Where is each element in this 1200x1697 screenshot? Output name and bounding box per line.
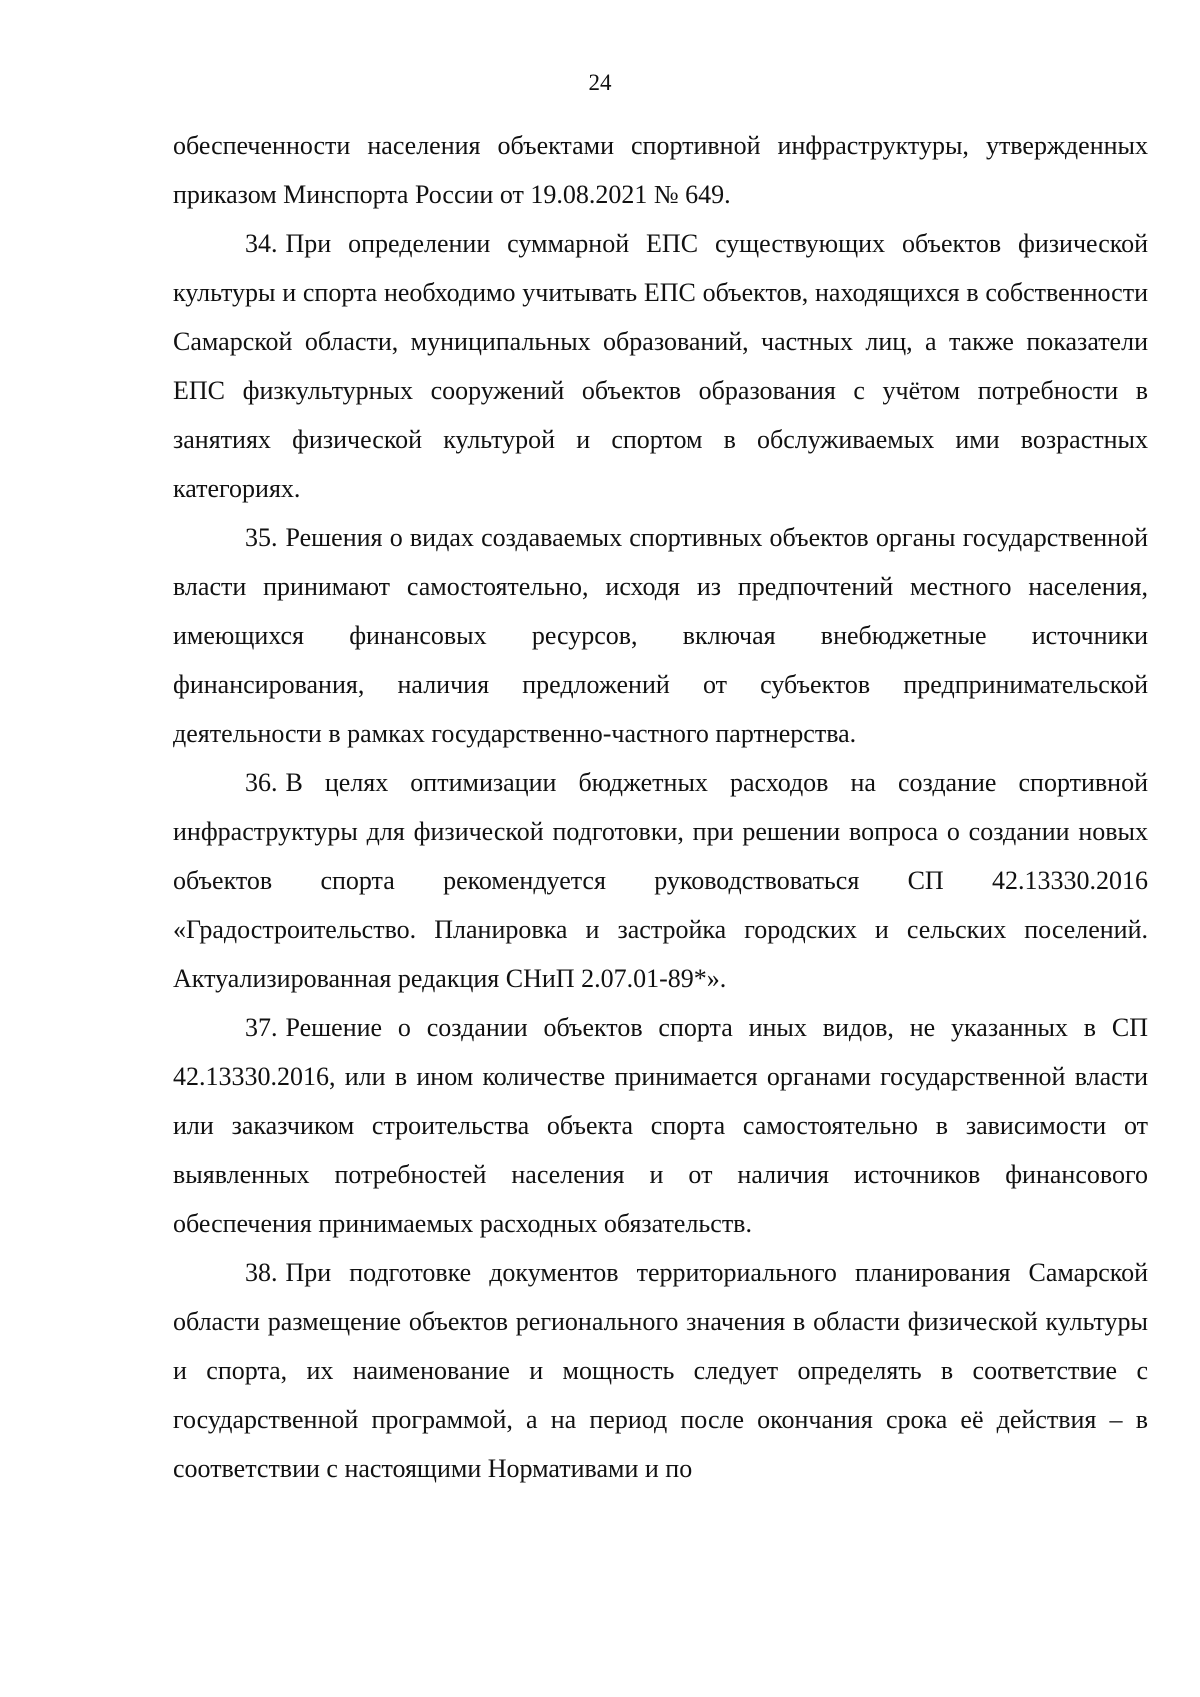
paragraph-continuation — [173, 121, 1148, 219]
paragraph-number: 38. — [245, 1258, 278, 1287]
paragraph-text: Решения о видах создаваемых спортивных объектов органы государственной власти принимают самостоятельно, исходя из предпочтений местного населения, имеющихся финансовых ресурсов, включая внебюджетные источники финансирования, наличия предложений от субъектов предпринимательской деятельности в рамках государственно-частного партнерства. — [173, 523, 1148, 748]
paragraph-number: 35. — [245, 523, 278, 552]
paragraph-text: При подготовке документов территориального планирования Самарской области размещение объектов регионального значения в области физической культуры и спорта, их наименование и мощность следует определять в соответствие с государственной программой, а на период после окончания срока её действия – в соответствии с настоящими Нормативами и по — [173, 1258, 1148, 1483]
paragraph-text: В целях оптимизации бюджетных расходов на создание спортивной инфраструктуры для физической подготовки, при решении вопроса о создании новых объектов спорта рекомендуется руководствоваться СП 42.13330.2016 «Градостроительство. Планировка и застройка городских и сельских поселений. Актуализированная редакция СНиП 2.07.01-89*». — [173, 768, 1148, 993]
paragraph-number: 34. — [245, 229, 278, 258]
paragraph-text: При определении суммарной ЕПС существующих объектов физической культуры и спорта необходимо учитывать ЕПС объектов, находящихся в собственности Самарской области, муниципальных образований, частных лиц, а также показатели ЕПС физкультурных сооружений объектов образования с учётом потребности в занятиях физической культурой и спортом в обслуживаемых ими возрастных категориях. — [173, 229, 1148, 503]
paragraph-38 — [173, 1248, 1148, 1493]
page-number: 24 — [588, 70, 612, 95]
paragraph-text: Решение о создании объектов спорта иных видов, не указанных в СП 42.13330.2016, или в ином количестве принимается органами государственной власти или заказчиком строительства объекта спорта самостоятельно в зависимости от выявленных потребностей населения и от наличия источников финансового обеспечения принимаемых расходных обязательств. — [173, 1013, 1148, 1238]
document-body — [173, 121, 1148, 1493]
paragraph-36 — [173, 758, 1148, 1003]
paragraph-number: 37. — [245, 1013, 278, 1042]
paragraph-37 — [173, 1003, 1148, 1248]
paragraph-35 — [173, 513, 1148, 758]
paragraph-34 — [173, 219, 1148, 513]
paragraph-text: обеспеченности населения объектами спортивной инфраструктуры, утвержденных приказом Минспорта России от 19.08.2021 № 649. — [173, 131, 1148, 209]
paragraph-number: 36. — [245, 768, 278, 797]
